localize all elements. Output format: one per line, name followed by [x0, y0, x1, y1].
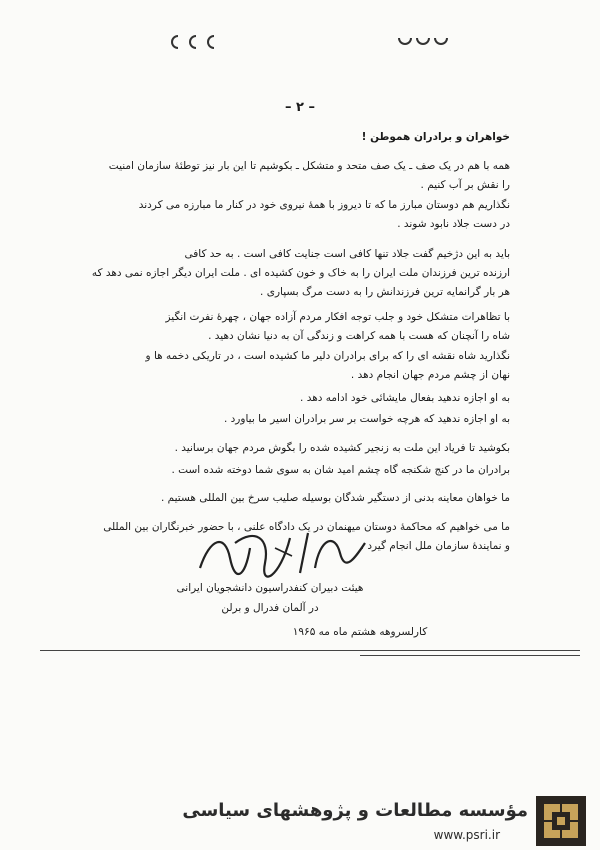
scan-mark-right [395, 30, 455, 56]
salutation: خواهران و برادران هموطن ! [361, 131, 510, 143]
date-underline [360, 655, 580, 656]
paragraph-6: به او اجازه ندهید بفعال مایشائی خود ادامه دهد . [300, 392, 510, 404]
paragraph-8: بکوشید تا فریاد این ملت به زنجیر کشیده شده را بگوش مردم جهان برسانید . [174, 442, 510, 454]
paragraph-3: باید به این دژخیم گفت جلاد تنها کافی است جنایت کافی است . به حد کافی ارزنده ترین فرزندان ملت ایران را به خاک و خون کشیده ای . ملت ایران دیگر اجازه نمی دهد که هر بار گرانمایه ترین فرزندانش را به دست مرگ بسپاری . [91, 248, 510, 298]
scan-mark-left [170, 32, 230, 58]
page-number: – ۲ – [285, 100, 315, 115]
paragraph-7: به او اجازه ندهید که هرچه خواست بر سر برادران اسیر ما بیاورد . [223, 413, 510, 425]
paragraph-5: نگذارید شاه نقشه ای را که برای برادران دلیر ما کشیده است ، در تاریکی دخمه ها و نهان از چشم مردم جهان انجام دهد . [145, 350, 510, 381]
footer-watermark [0, 770, 600, 850]
date-line: کارلسروهه هشتم ماه مه ۱۹۶۵ [292, 626, 428, 638]
paragraph-1: همه با هم در یک صف ـ یک صف متحد و متشکل ـ بکوشیم تا این بار نیز توطئهٔ سازمان امنیت را نقش بر آب کنیم . [108, 160, 510, 191]
institute-logo-icon [536, 796, 586, 846]
paragraph-10: ما خواهان معاینه بدنی از دستگیر شدگان بوسیله صلیب سرخ بین المللی هستیم . [160, 492, 510, 504]
organization-signature-line: هیئت دبیران کنفدراسیون دانشجویان ایرانی در آلمان فدرال و برلن [176, 582, 364, 614]
paragraph-4: با تظاهرات متشکل خود و جلب توجه افکار مردم آزاده جهان ، چهرهٔ نفرت انگیز شاه را آنچنان که هست با همه کراهت و زندگی آن به دنیا نشان دهید . [165, 311, 510, 342]
page-divider [40, 650, 580, 651]
paragraph-11: ما می خواهیم که محاکمهٔ دوستان میهنمان در یک دادگاه علنی ، با حضور خبرنگاران بین المللی و نمایندهٔ سازمان ملل انجام گیرد . [103, 521, 510, 552]
paragraph-2: نگذاریم هم دوستان مبارز ما که تا دیروز با همهٔ نیروی خود در کنار ما مبارزه می کردند در دست جلاد نابود شوند . [138, 199, 510, 230]
paragraph-9: برادران ما در کنج شکنجه گاه چشم امید شان به سوی شما دوخته شده است . [171, 464, 510, 476]
institute-name: مؤسسه مطالعات و پژوهشهای سیاسی [182, 800, 528, 821]
institute-url[interactable]: www.psri.ir [433, 828, 500, 842]
